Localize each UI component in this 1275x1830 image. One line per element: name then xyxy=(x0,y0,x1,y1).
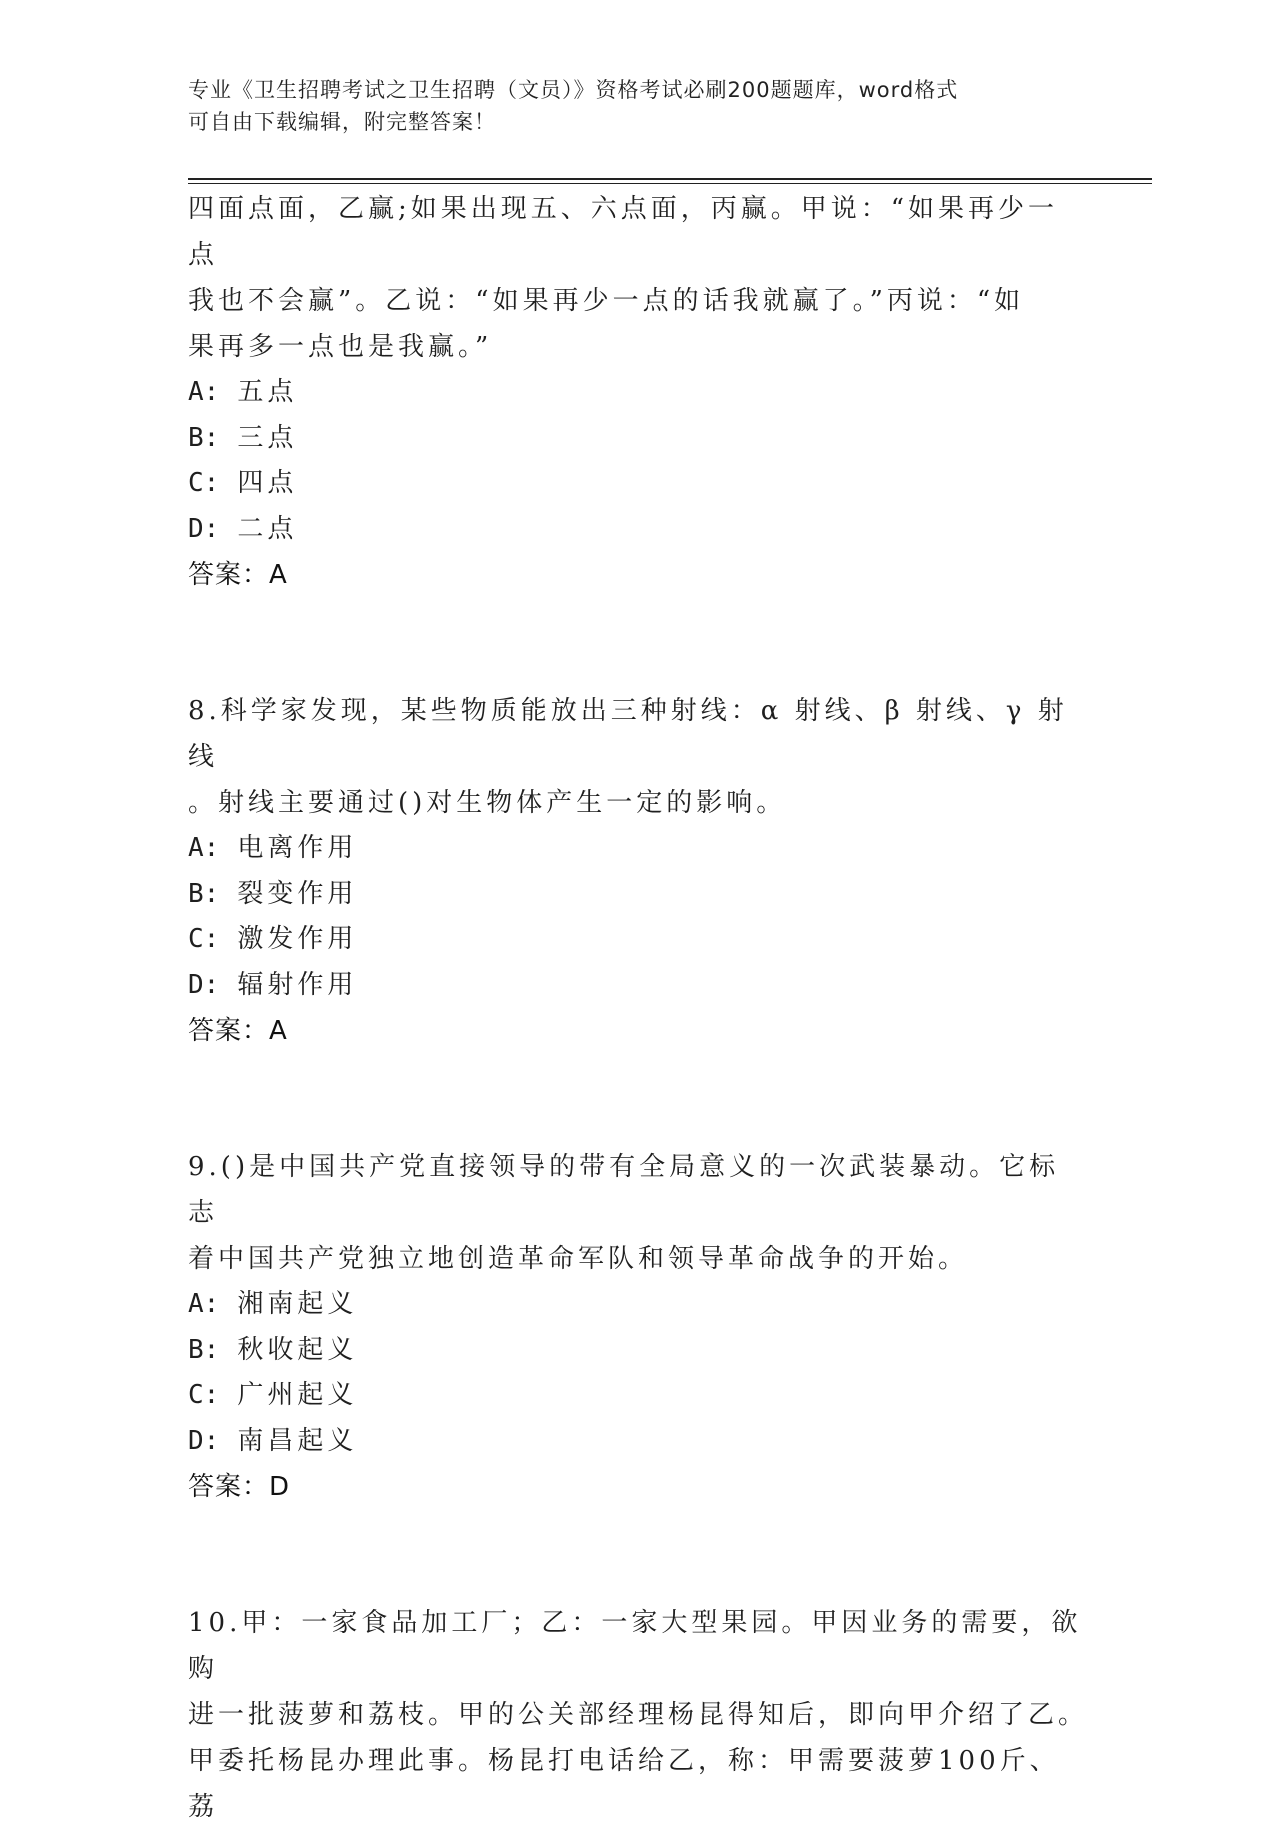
option-text: 五点 xyxy=(237,377,298,407)
answer-label: 答案：D xyxy=(188,1472,291,1502)
option-text: 辐射作用 xyxy=(237,969,358,1000)
option-letter: A: xyxy=(188,833,220,863)
option-letter: B: xyxy=(188,422,220,453)
question-text-line: 果再多一点也是我赢。” xyxy=(188,332,493,362)
option-b xyxy=(188,872,1088,918)
option-text: 激发作用 xyxy=(237,924,358,954)
question-9 xyxy=(188,1144,1088,1510)
option-letter: A: xyxy=(188,1289,220,1319)
question-text-line: 四面点面，乙赢;如果出现五、六点面，丙赢。甲说：“如果再少一点 xyxy=(188,194,1059,270)
page-header xyxy=(188,74,1088,138)
option-a xyxy=(188,1282,1088,1328)
option-text: 广州起义 xyxy=(237,1380,358,1410)
option-text: 四点 xyxy=(237,468,298,498)
header-title-line-2: 可自由下载编辑，附完整答案！ xyxy=(188,110,496,134)
option-b xyxy=(188,416,1088,462)
option-letter: D: xyxy=(188,513,220,544)
question-7 xyxy=(188,186,1088,598)
option-d xyxy=(188,1419,1088,1465)
header-divider xyxy=(188,178,1152,180)
option-letter: D: xyxy=(188,969,220,1000)
question-10 xyxy=(188,1600,1088,1830)
spacer xyxy=(188,1510,1088,1600)
option-text: 南昌起义 xyxy=(237,1425,358,1456)
question-text-line: 我也不会赢”。乙说：“如果再少一点的话我就赢了。”丙说：“如 xyxy=(188,286,1025,316)
answer-label: 答案：A xyxy=(188,560,288,590)
spacer xyxy=(188,1054,1088,1144)
option-text: 裂变作用 xyxy=(237,878,358,909)
option-text: 秋收起义 xyxy=(237,1334,358,1365)
header-title-line-1: 专业《卫生招聘考试之卫生招聘（文员）》资格考试必刷200题题库，word格式 xyxy=(188,78,959,102)
option-c xyxy=(188,461,1088,507)
option-a xyxy=(188,370,1088,416)
option-letter: C: xyxy=(188,924,220,954)
option-b xyxy=(188,1328,1088,1374)
option-d xyxy=(188,507,1088,553)
answer-label: 答案：A xyxy=(188,1016,288,1046)
document-body xyxy=(188,186,1088,1830)
option-letter: C: xyxy=(188,1380,220,1410)
option-letter: D: xyxy=(188,1425,220,1456)
option-text: 三点 xyxy=(237,422,298,453)
question-text-line: 8.科学家发现，某些物质能放出三种射线：α 射线、β 射线、γ 射线 xyxy=(188,696,1068,772)
option-d xyxy=(188,963,1088,1009)
option-a xyxy=(188,826,1088,872)
question-text-line: 。射线主要通过()对生物体产生一定的影响。 xyxy=(188,788,787,818)
question-8 xyxy=(188,688,1088,1054)
question-text-line: 着中国共产党独立地创造革命军队和领导革命战争的开始。 xyxy=(188,1244,969,1274)
question-text-line: 进一批菠萝和荔枝。甲的公关部经理杨昆得知后，即向甲介绍了乙。 xyxy=(188,1700,1089,1730)
option-letter: A: xyxy=(188,377,220,407)
option-letter: B: xyxy=(188,878,220,909)
option-c xyxy=(188,1373,1088,1419)
option-text: 湘南起义 xyxy=(237,1289,358,1319)
option-text: 二点 xyxy=(237,513,298,544)
option-text: 电离作用 xyxy=(237,833,358,863)
option-letter: B: xyxy=(188,1334,220,1365)
question-text-line: 甲委托杨昆办理此事。杨昆打电话给乙，称：甲需要菠萝100斤、荔 xyxy=(188,1746,1060,1822)
question-text-line: 9.()是中国共产党直接领导的带有全局意义的一次武装暴动。它标志 xyxy=(188,1152,1060,1228)
option-c xyxy=(188,917,1088,963)
header-divider-thin xyxy=(188,183,1152,184)
question-text-line: 10.甲：一家食品加工厂；乙：一家大型果园。甲因业务的需要，欲购 xyxy=(188,1608,1082,1684)
option-letter: C: xyxy=(188,468,220,498)
spacer xyxy=(188,598,1088,688)
